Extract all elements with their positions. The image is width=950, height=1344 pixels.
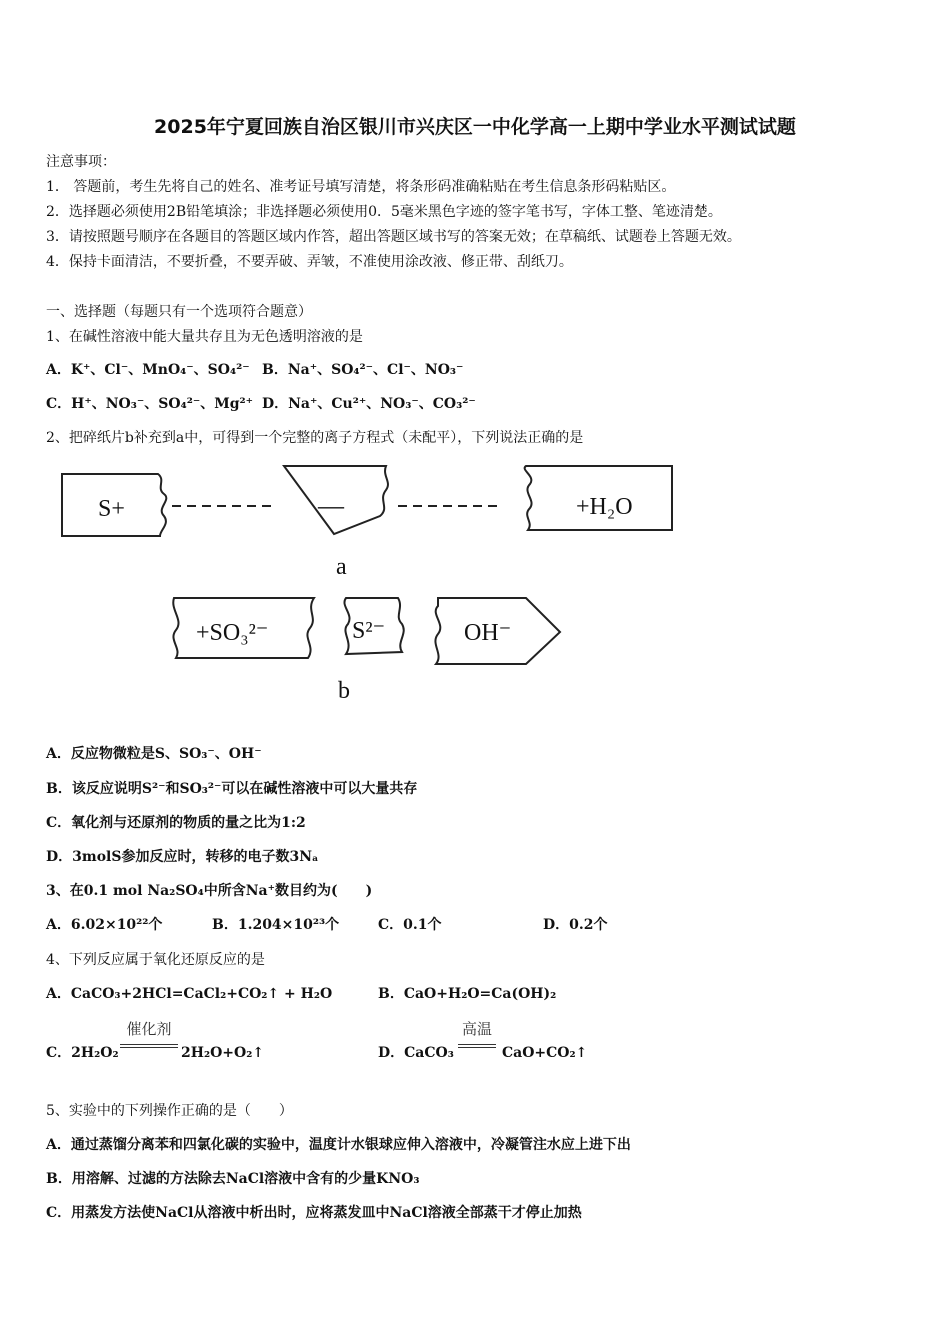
q5-option-a: A．通过蒸馏分离苯和四氯化碳的实验中，温度计水银球应伸入溶液中，冷凝管注水应上进下出 [46,1137,631,1153]
a-mid-text: — [318,491,344,520]
label-b: b [338,678,350,704]
q4-option-a: A．CaCO₃+2HCl=CaCl₂+CO₂↑ + H₂O [46,986,333,1002]
q4-d-condition: 高温 [461,1020,492,1038]
q2-option-b: B．该反应说明S²⁻和SO₃²⁻可以在碱性溶液中可以大量共存 [46,781,418,797]
notice-item-4: 4．保持卡面清洁，不要折叠，不要弄破、弄皱，不准使用涂改液、修正带、刮纸刀。 [46,254,573,270]
section-heading: 一、选择题（每题只有一个选项符合题意） [46,304,312,320]
q4-option-d-left: D．CaCO₃ [378,1045,454,1061]
notice-item-1: 1． 答题前，考生先将自己的姓名、准考证号填写清楚，将条形码准确粘贴在考生信息条形码粘贴区。 [46,179,676,195]
q1-option-d: D．Na⁺、Cu²⁺、NO₃⁻、CO₃²⁻ [262,396,476,412]
q4-option-c-left: C．2H₂O₂ [46,1045,119,1061]
q3-stem: 3、在0.1 mol Na₂SO₄中所含Na⁺数目约为( ) [46,883,373,899]
q4-c-condition: 催化剂 [126,1020,172,1038]
a-left-text: S+ [98,496,125,522]
b3-text: OH⁻ [464,620,512,646]
q1-option-b: B．Na⁺、SO₄²⁻、Cl⁻、NO₃⁻ [262,362,464,378]
q2-option-a: A．反应物微粒是S、SO₃⁻、OH⁻ [46,746,262,762]
q3-option-d: D．0.2个 [543,917,608,933]
q4-option-d-right: CaO+CO₂↑ [502,1045,588,1061]
q3-option-c: C．0.1个 [378,917,442,933]
q3-option-b: B．1.204×10²³个 [212,917,340,933]
q3-option-a: A．6.02×10²²个 [46,917,163,933]
page-title: 2025年宁夏回族自治区银川市兴庆区一中化学高一上期中学业水平测试试题 [154,116,796,138]
q4-c-equals [120,1044,178,1048]
q5-stem: 5、实验中的下列操作正确的是（ ） [46,1103,293,1119]
q4-option-b: B．CaO+H₂O=Ca(OH)₂ [378,986,557,1002]
notice-item-3: 3．请按照题号顺序在各题目的答题区域内作答，超出答题区域书写的答案无效；在草稿纸、试题卷上答题无效。 [46,229,741,245]
q1-option-c: C．H⁺、NO₃⁻、SO₄²⁻、Mg²⁺ [46,396,254,412]
torn-paper-figure [56,458,686,708]
label-a: a [336,554,347,580]
q1-stem: 1、在碱性溶液中能大量共存且为无色透明溶液的是 [46,329,363,345]
q4-stem: 4、下列反应属于氧化还原反应的是 [46,952,265,968]
q5-option-b: B．用溶解、过滤的方法除去NaCl溶液中含有的少量KNO₃ [46,1171,420,1187]
q1-option-a: A．K⁺、Cl⁻、MnO₄⁻、SO₄²⁻ [46,362,250,378]
b2-text: S²⁻ [352,618,386,644]
q2-option-c: C．氧化剂与还原剂的物质的量之比为1:2 [46,815,306,831]
notice-item-2: 2．选择题必须使用2B铅笔填涂；非选择题必须使用0．5毫米黑色字迹的签字笔书写，字体工整、笔迹清楚。 [46,204,722,220]
notice-heading: 注意事项： [46,154,116,170]
q2-stem: 2、把碎纸片b补充到a中，可得到一个完整的离子方程式（未配平），下列说法正确的是 [46,430,584,446]
q4-option-c-right: 2H₂O+O₂↑ [181,1045,265,1061]
q4-d-equals [458,1044,496,1048]
q2-option-d: D．3molS参加反应时，转移的电子数3Nₐ [46,849,319,865]
b1-text: +SO₃²⁻ [196,620,269,646]
a-right-text: +H₂O [576,494,633,520]
q5-option-c: C．用蒸发方法使NaCl从溶液中析出时，应将蒸发皿中NaCl溶液全部蒸干才停止加热 [46,1205,582,1221]
